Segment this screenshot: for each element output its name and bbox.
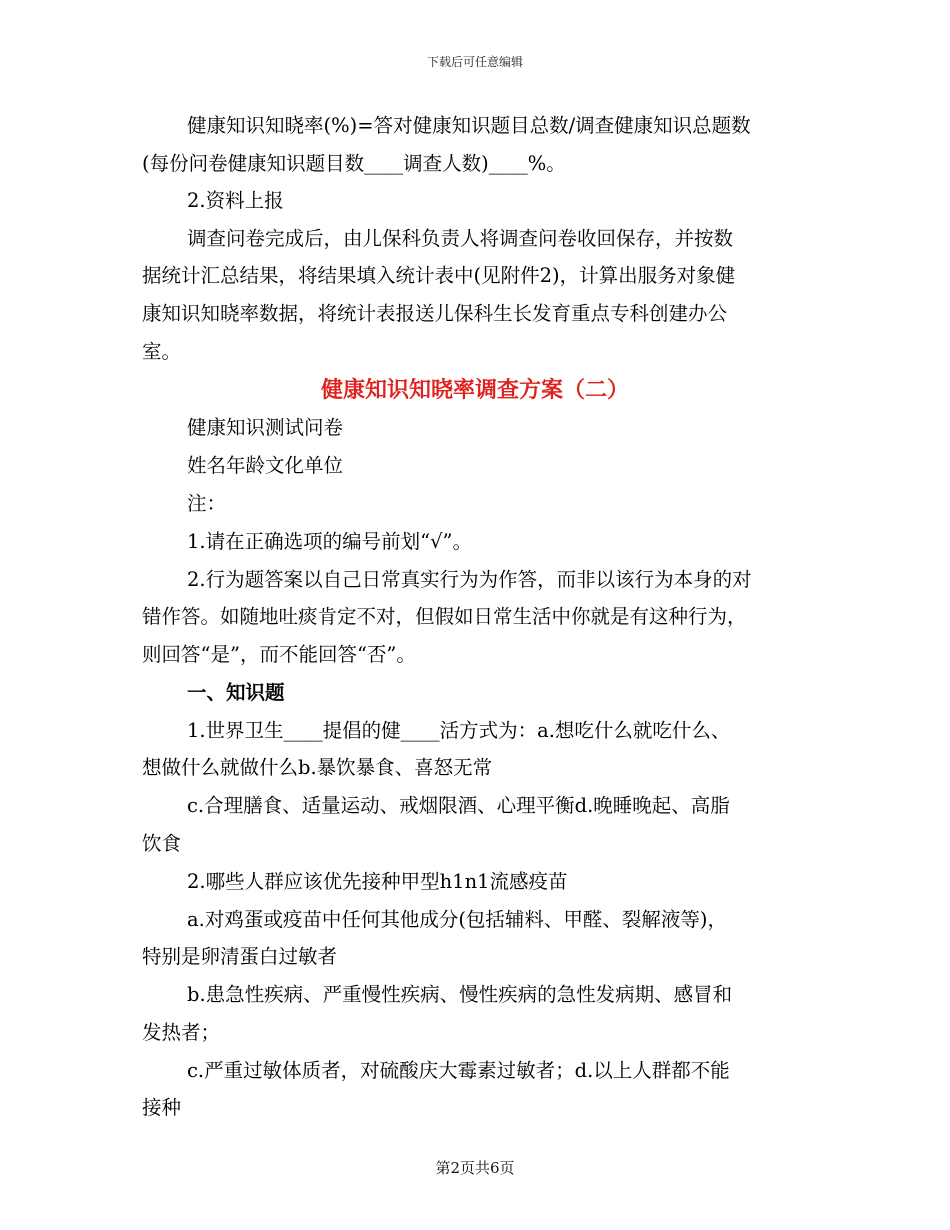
question-1-line-2: 想做什么就做什么b.暴饮暴食、喜怒无常 bbox=[142, 756, 493, 779]
question-2-option-c-line-2: 接种 bbox=[142, 1096, 182, 1119]
report-paragraph-line-3: 康知识知晓率数据，将统计表报送儿保科生长发育重点专科创建办公 bbox=[142, 302, 728, 325]
report-paragraph-line-1: 调查问卷完成后，由儿保科负责人将调查问卷收回保存，并按数 bbox=[187, 227, 734, 250]
subsection-heading-report: 2.资料上报 bbox=[187, 189, 284, 212]
note-label: 注： bbox=[187, 492, 227, 515]
note-item-2-line-2: 错作答。如随地吐痰肯定不对，但假如日常生活中你就是有这种行为， bbox=[142, 605, 747, 628]
question-2-option-b-line-1: b.患急性疾病、严重慢性疾病、慢性疾病的急性发病期、感冒和 bbox=[187, 983, 733, 1006]
questionnaire-fields: 姓名年龄文化单位 bbox=[187, 454, 344, 477]
question-2-option-b-line-2: 发热者； bbox=[142, 1021, 221, 1044]
note-item-2-line-3: 则回答“是”，而不能回答“否”。 bbox=[142, 643, 416, 666]
section-title: 健康知识知晓率调查方案（二） bbox=[320, 377, 629, 403]
question-2-option-c-line-1: c.严重过敏体质者，对硫酸庆大霉素过敏者；d.以上人群都不能 bbox=[187, 1059, 730, 1082]
knowledge-section-heading: 一、知识题 bbox=[187, 681, 285, 704]
question-1-line-4: 饮食 bbox=[142, 832, 182, 855]
note-item-1: 1.请在正确选项的编号前划“√”。 bbox=[187, 530, 472, 553]
questionnaire-name: 健康知识测试问卷 bbox=[187, 416, 344, 439]
question-1-line-1: 1.世界卫生____提倡的健____活方式为：a.想吃什么就吃什么、 bbox=[187, 719, 731, 742]
page-footer-number: 第2页共6页 bbox=[435, 1159, 515, 1177]
note-item-2-line-1: 2.行为题答案以自己日常真实行为为作答，而非以该行为本身的对 bbox=[187, 568, 752, 591]
formula-line-2: (每份问卷健康知识题目数____调查人数)____%。 bbox=[142, 152, 566, 175]
report-paragraph-line-4: 室。 bbox=[142, 340, 182, 363]
question-2-option-a-line-2: 特别是卵清蛋白过敏者 bbox=[142, 945, 338, 968]
report-paragraph-line-2: 据统计汇总结果，将结果填入统计表中(见附件2)，计算出服务对象健 bbox=[142, 264, 736, 287]
question-2-title: 2.哪些人群应该优先接种甲型h1n1流感疫苗 bbox=[187, 870, 568, 893]
question-2-option-a-line-1: a.对鸡蛋或疫苗中任何其他成分(包括辅料、甲醛、裂解液等)， bbox=[187, 908, 728, 931]
page-header-note: 下载后可任意编辑 bbox=[426, 55, 523, 69]
question-1-line-3: c.合理膳食、适量运动、戒烟限酒、心理平衡d.晚睡晚起、高脂 bbox=[187, 794, 730, 817]
formula-line-1: 健康知识知晓率(%)=答对健康知识题目总数/调查健康知识总题数 bbox=[187, 114, 751, 137]
